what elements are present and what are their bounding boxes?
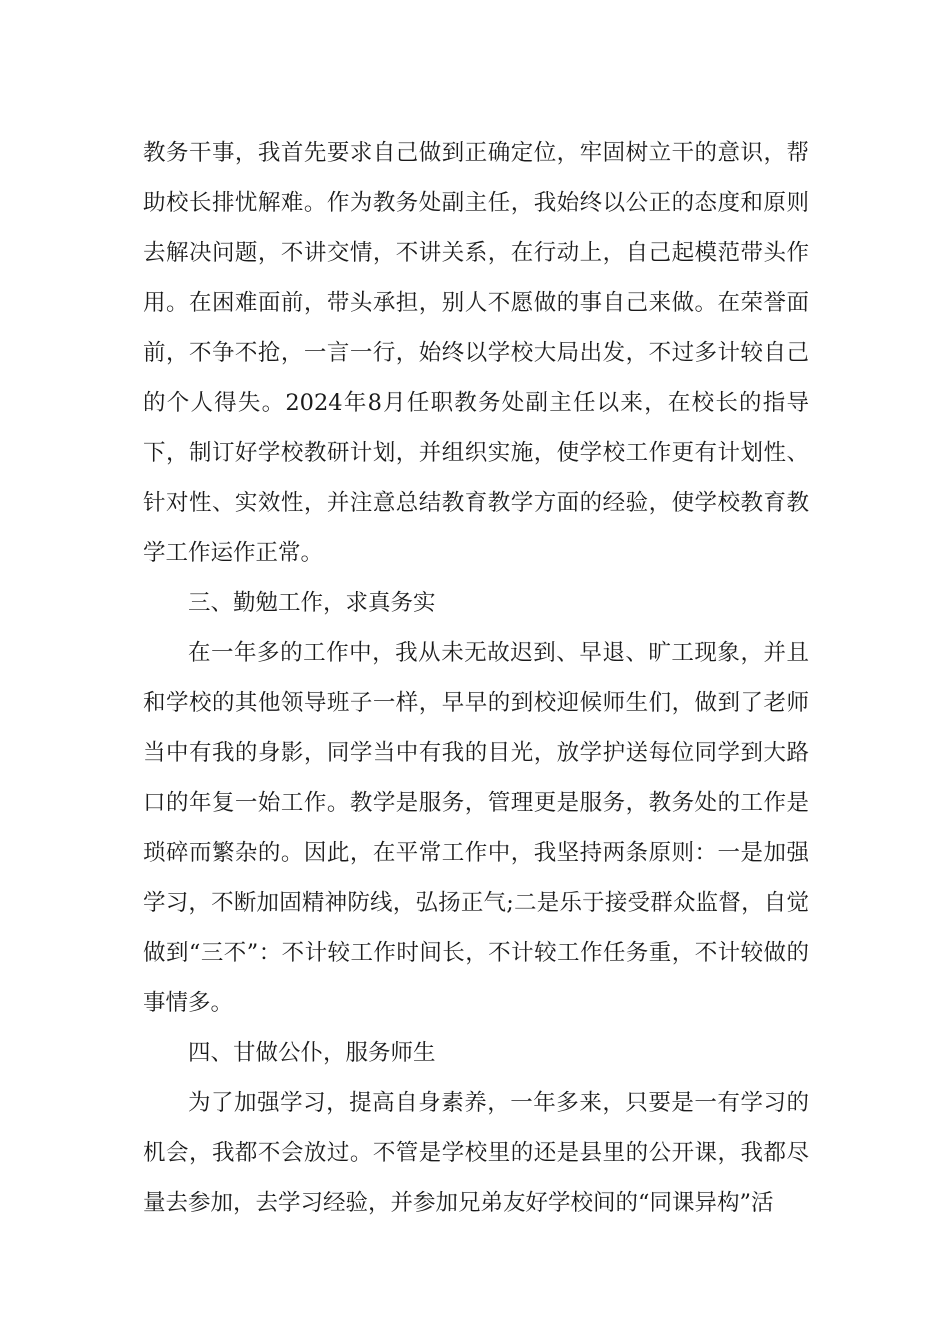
section-heading-4: 四、甘做公仆，服务师生 [188, 1040, 436, 1066]
paragraph-1: 教务干事，我首先要求自己做到正确定位，牢固树立干的意识，帮助校长排忧解难。作为教务处副主任，我始终以公正的态度和原则去解决问题，不讲交情，不讲关系，在行动上，自己起模范带头作用。在困难面前，带头承担，别人不愿做的事自己来做。在荣誉面前，不争不抢，一言一行，始终以学校大局出发，不过多计较自己的个人得失。2024年8月任职教务处副主任以来，在校长的指导下，制订好学校教研计划，并组织实施，使学校工作更有计划性、针对性、实效性，并注意总结教育教学方面的经验，使学校教育教学工作运作正常。 [143, 140, 809, 566]
paragraph-2: 在一年多的工作中，我从未无故迟到、早退、旷工现象，并且和学校的其他领导班子一样，早早的到校迎候师生们，做到了老师当中有我的身影，同学当中有我的目光，放学护送每位同学到大路口的年复一始工作。教学是服务，管理更是服务，教务处的工作是琐碎而繁杂的。因此，在平常工作中，我坚持两条原则：一是加强学习，不断加固精神防线，弘扬正气;二是乐于接受群众监督，自觉做到“三不”：不计较工作时间长，不计较工作任务重，不计较做的事情多。 [143, 640, 809, 1016]
document-body [143, 128, 809, 1228]
section-heading-3: 三、勤勉工作，求真务实 [188, 590, 436, 616]
paragraph-3: 为了加强学习，提高自身素养，一年多来，只要是一有学习的机会，我都不会放过。不管是学校里的还是县里的公开课，我都尽量去参加，去学习经验，并参加兄弟友好学校间的“同课异构”活 [143, 1090, 809, 1216]
